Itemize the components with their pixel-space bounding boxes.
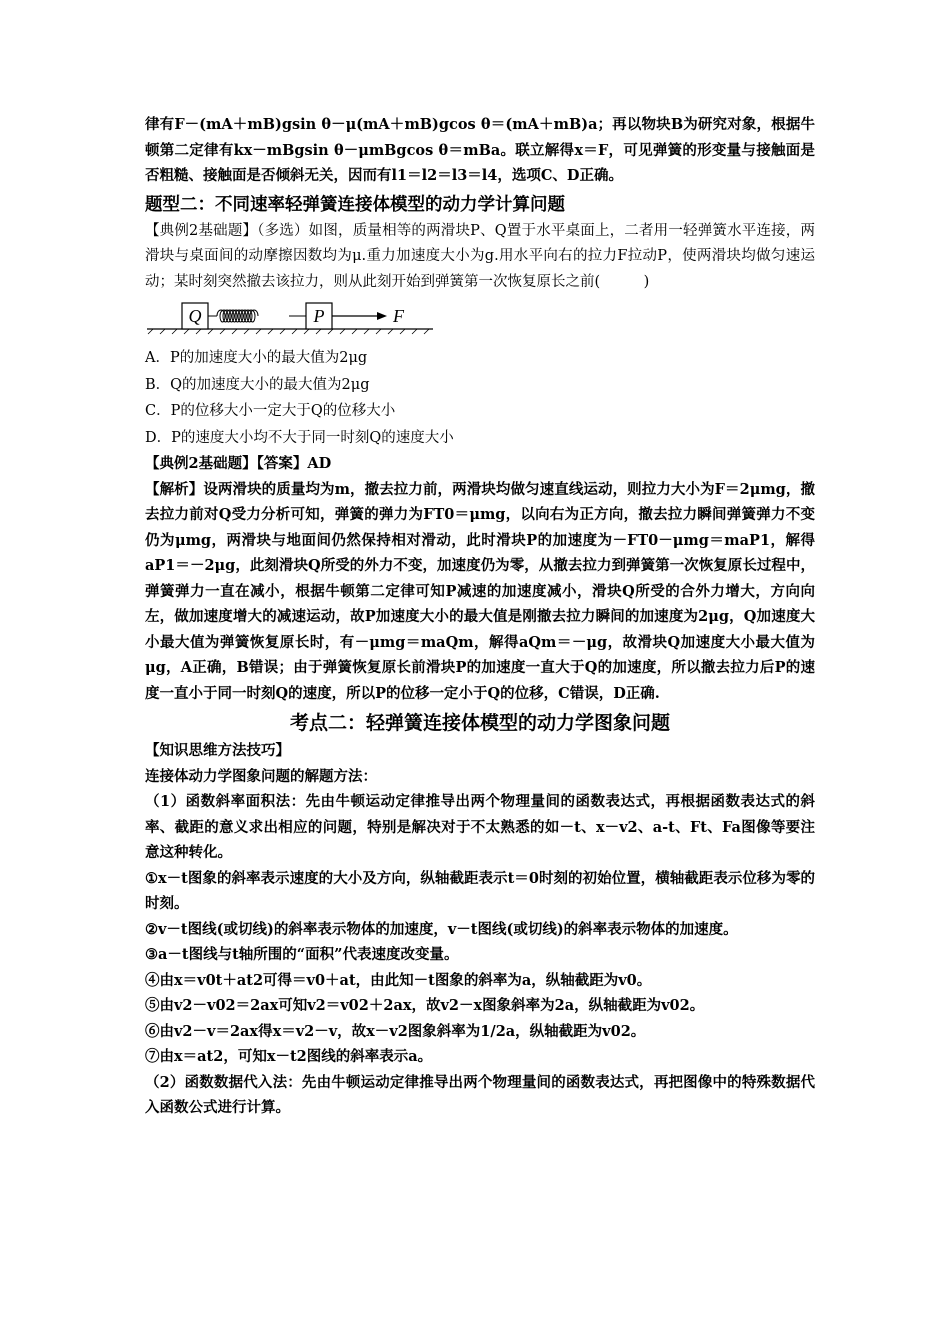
method-item: ⑤由v2－v02＝2ax可知v2＝v02＋2ax，故v2－x图象斜率为2a，纵轴截距为v02。	[145, 997, 705, 1014]
example2-question: 【典例2基础题】（多选）如图，质量相等的两滑块P、Q置于水平桌面上，二者用一轻弹簧水平连接，两滑块与桌面间的动摩擦因数均为μ.重力加速度大小为g.用水平向右的拉力F拉动P，使两滑块均做匀速运动；某时刻突然撤去该拉力，则从此刻开始到弹簧第一次恢复原长之前( )	[145, 222, 815, 290]
method-item: （1）函数斜率面积法：先由牛顿运动定律推导出两个物理量间的函数表达式，再根据函数表达式的斜率、截距的意义求出相应的问题，特别是解决对于不太熟悉的如－t、x－v2、a-t、Ft、Fa图像等要注意这种转化。	[145, 793, 815, 861]
section-type2-title: 题型二：不同速率轻弹簧连接体模型的动力学计算问题	[145, 194, 565, 215]
spring-figure	[145, 301, 815, 339]
method-intro: 连接体动力学图象问题的解题方法：	[145, 767, 377, 785]
option-b: B．Q的加速度大小的最大值为2μg	[145, 376, 370, 393]
method-item: （2）函数数据代入法：先由牛顿运动定律推导出两个物理量间的函数表达式，再把图像中的特殊数据代入函数公式进行计算。	[145, 1073, 815, 1116]
method-item: ⑦由x＝at2，可知x－t2图线的斜率表示a。	[145, 1048, 433, 1065]
ground-hatch	[148, 329, 429, 334]
method-item: ④由x＝v0t＋at2可得＝v0＋at，由此知－t图象的斜率为a，纵轴截距为v0。	[145, 971, 652, 989]
block-q-label: Q	[188, 306, 202, 326]
spring-diagram	[145, 301, 435, 335]
section-point2-title: 考点二：轻弹簧连接体模型的动力学图象问题	[289, 712, 670, 734]
method-item: ①x－t图象的斜率表示速度的大小及方向，纵轴截距表示t＝0时刻的初始位置，横轴截距表示位移为零的时刻。	[145, 869, 815, 912]
option-c: C．P的位移大小一定大于Q的位移大小	[145, 403, 396, 419]
method-item: ②v－t图线(或切线)的斜率表示物体的加速度，v－t图线(或切线)的斜率表示物体的加速度。	[145, 920, 738, 938]
force-label: F	[393, 306, 404, 326]
force-arrow-head	[377, 312, 387, 320]
knowledge-label: 【知识思维方法技巧】	[145, 742, 290, 759]
option-d: D．P的速度大小均不大于同一时刻Q的速度大小	[145, 429, 454, 446]
example2-answer: 【典例2基础题】【答案】AD	[145, 455, 332, 472]
intro-paragraph: 律有F－(mA＋mB)gsin θ－μ(mA＋mB)gcos θ＝(mA＋mB)a；再以物块B为研究对象，根据牛顿第二定律有kx－mBgsin θ－μmBgcos θ＝mBa。联立解得x＝F，可见弹簧的形变量与接触面是否粗糙、接触面是否倾斜无关，因而有l1＝l2＝l3＝l4，选项C、D正确。	[145, 116, 815, 184]
method-item: ③a－t图线与t轴所围的“面积”代表速度改变量。	[145, 946, 459, 963]
spring-coil	[217, 310, 258, 322]
option-a: A．P的加速度大小的最大值为2μg	[145, 350, 368, 366]
document-page	[145, 112, 815, 1121]
method-item: ⑥由v2－v＝2ax得x＝v2－v，故x－v2图象斜率为1/2a，纵轴截距为v02。	[145, 1022, 646, 1040]
block-p-label: P	[313, 306, 325, 326]
example2-analysis: 【解析】设两滑块的质量均为m，撤去拉力前，两滑块均做匀速直线运动，则拉力大小为F＝2μmg，撤去拉力前对Q受力分析可知，弹簧的弹力为FT0＝μmg，以向右为正方向，撤去拉力瞬间弹簧弹力不变仍为μmg，两滑块与地面间仍然保持相对滑动，此时滑块P的加速度为－FT0－μmg＝maP1，解得aP1＝－2μg，此刻滑块Q所受的外力不变，加速度仍为零，从撤去拉力到弹簧第一次恢复原长过程中，弹簧弹力一直在减小，根据牛顿第二定律可知P减速的加速度减小，滑块Q所受的合外力增大，方向向左，做加速度增大的减速运动，故P加速度大小的最大值是刚撤去拉力瞬间的加速度为2μg，Q加速度大小最大值为弹簧恢复原长时，有－μmg＝maQm，解得aQm＝－μg，故滑块Q加速度大小最大值为μg，A正确，B错误；由于弹簧恢复原长前滑块P的加速度一直大于Q的加速度，所以撤去拉力后P的速度一直小于同一时刻Q的速度，所以P的位移一定小于Q的位移，C错误，D正确.	[145, 480, 815, 702]
